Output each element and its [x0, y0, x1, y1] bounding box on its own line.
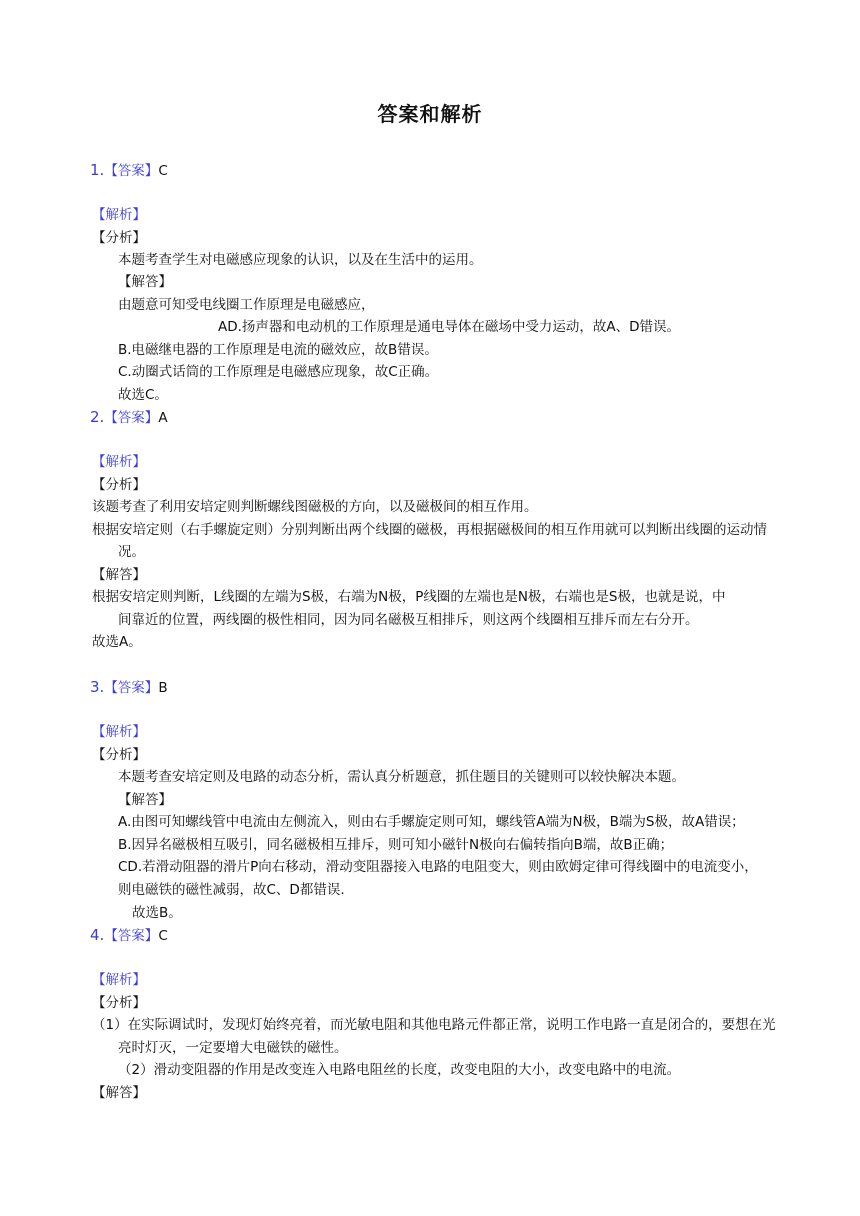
q3-answer-line: [90, 677, 168, 698]
q1-answer: C: [158, 163, 168, 179]
q4-fenxi: 【分析】: [92, 995, 146, 1011]
q2-fenxi: 【分析】: [92, 477, 146, 493]
q2-number: 2.: [90, 408, 105, 426]
q4-line-2: 亮时灯灭，一定要增大电磁铁的磁性。: [118, 1040, 348, 1056]
q3-line-1: 本题考查安培定则及电路的动态分析，需认真分析题意，抓住题目的关键则可以较快解决本题。: [118, 769, 685, 785]
q3-jieda: 【解答】: [118, 792, 172, 808]
q3-line-2: A.由图可知螺线管中电流由左侧流入，则由右手螺旋定则可知，螺线管A端为N极，B端为S极，故A错误；: [118, 814, 745, 830]
q1-jiexi: 【解析】: [92, 207, 146, 223]
q2-line-5: 间靠近的位置，两线圈的极性相同，因为同名磁极互相排斥，则这两个线圈相互排斥而左右分开。: [118, 612, 699, 628]
q4-line-1: （1）在实际调试时，发现灯始终亮着，而光敏电阻和其他电路元件都正常，说明工作电路一直是闭合的，要想在光: [92, 1017, 776, 1033]
q2-answer-line: [90, 407, 168, 428]
q1-line-5: C.动圈式话筒的工作原理是电磁感应现象，故C正确。: [118, 364, 439, 380]
q3-number: 3.: [90, 678, 105, 696]
q1-fenxi: 【分析】: [92, 230, 146, 246]
q2-answer-tag: 【答案】: [104, 410, 159, 426]
q4-line-3: （2）滑动变阻器的作用是改变连入电路电阻丝的长度，改变电阻的大小，改变电路中的电流。: [118, 1062, 681, 1078]
q2-line-3: 况。: [118, 544, 145, 560]
q1-line-6: 故选C。: [118, 387, 168, 403]
q1-line-3: AD.扬声器和电动机的工作原理是通电导体在磁场中受力运动，故A、D错误。: [218, 319, 681, 335]
q1-line-4: B.电磁继电器的工作原理是电流的磁效应，故B错误。: [118, 342, 438, 358]
q4-answer: C: [158, 928, 168, 944]
q3-answer-tag: 【答案】: [104, 680, 159, 696]
q3-jiexi: 【解析】: [92, 724, 146, 740]
q3-line-6: 故选B。: [132, 905, 182, 921]
q3-fenxi: 【分析】: [92, 747, 146, 763]
q4-answer-line: [90, 925, 168, 946]
q2-jiexi: 【解析】: [92, 454, 146, 470]
q3-line-4: CD.若滑动阻器的滑片P向右移动，滑动变阻器接入电路的电阻变大，则由欧姆定律可得线圈中的电流变小，: [118, 859, 758, 875]
q2-answer: A: [158, 410, 168, 426]
q4-answer-tag: 【答案】: [104, 928, 159, 944]
q3-answer: B: [158, 680, 168, 696]
q1-number: 1.: [90, 161, 105, 179]
q2-line-6: 故选A。: [92, 634, 142, 650]
q3-line-5: 则电磁铁的磁性减弱，故C、D都错误.: [118, 882, 345, 898]
q2-line-1: 该题考查了利用安培定则判断螺线图磁极的方向，以及磁极间的相互作用。: [92, 499, 538, 515]
q1-line-2: 由题意可知受电线圈工作原理是电磁感应，: [118, 297, 375, 313]
q4-jiexi: 【解析】: [92, 972, 146, 988]
q2-jieda: 【解答】: [92, 567, 146, 583]
q4-number: 4.: [90, 926, 105, 944]
q3-line-3: B.因异名磁极相互吸引，同名磁极相互排斥，则可知小磁针N极向右偏转指向B端，故B正确；: [118, 837, 674, 853]
q1-answer-tag: 【答案】: [104, 163, 159, 179]
page-title: 答案和解析: [377, 102, 483, 126]
q2-line-4: 根据安培定则判断，L线圈的左端为S极，右端为N极，P线圈的左端也是N极，右端也是S极，也就是说，中: [92, 589, 726, 605]
q2-line-2: 根据安培定则（右手螺旋定则）分别判断出两个线圈的磁极，再根据磁极间的相互作用就可以判断出线圈的运动情: [92, 522, 767, 538]
q1-line-1: 本题考查学生对电磁感应现象的认识，以及在生活中的运用。: [118, 252, 483, 268]
q4-jieda: 【解答】: [92, 1085, 146, 1101]
q1-answer-line: [90, 160, 168, 181]
q1-jieda: 【解答】: [118, 274, 172, 290]
